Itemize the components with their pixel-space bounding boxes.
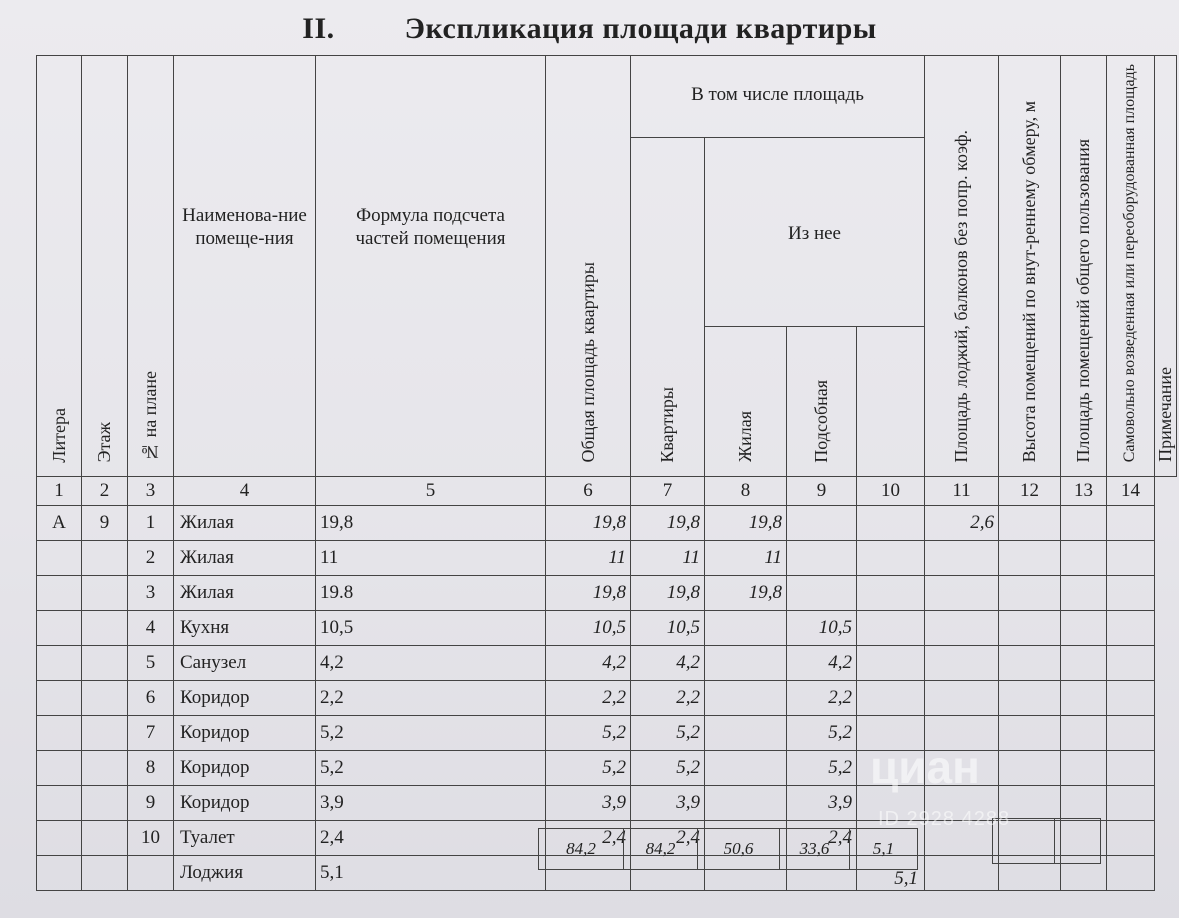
- room-name-cell: Коридор: [174, 751, 316, 786]
- formula-cell: 19,8: [316, 506, 546, 541]
- explication-table: [36, 55, 1177, 891]
- note-cell: [1107, 716, 1155, 751]
- height-cell: [925, 541, 999, 576]
- unauthorized-cell: [1061, 646, 1107, 681]
- apartment-area-cell: 4,2: [631, 646, 705, 681]
- note-cell: [1107, 786, 1155, 821]
- total-area-cell: 11: [546, 541, 631, 576]
- floor-cell: [82, 716, 128, 751]
- note-cell: [1107, 856, 1155, 891]
- plan-no-cell: 7: [128, 716, 174, 751]
- section-number: II.: [302, 12, 335, 45]
- plan-no-cell: 3: [128, 576, 174, 611]
- header-unauthorized: Самовольно возведенная или переоборудованная площадь: [1107, 56, 1155, 477]
- auxiliary-area-cell: [787, 541, 857, 576]
- living-area-cell: [705, 786, 787, 821]
- living-area-cell: 19,8: [705, 506, 787, 541]
- note-cell: [1107, 611, 1155, 646]
- apartment-area-cell: 2,2: [631, 681, 705, 716]
- room-name-cell: Жилая: [174, 576, 316, 611]
- header-plan-no: № на плане: [128, 56, 174, 477]
- apartment-area-cell: 5,2: [631, 751, 705, 786]
- note-cell: [1107, 646, 1155, 681]
- total-living-sum: 50,6: [698, 829, 780, 870]
- room-name-cell: Жилая: [174, 541, 316, 576]
- column-number-row: 1 2 3 4 5 6 7 8 9 10 11 12 13 14: [37, 477, 1177, 506]
- header-living: Жилая: [705, 327, 787, 477]
- loggia-area-cell: [857, 506, 925, 541]
- page-title: [0, 12, 1179, 46]
- room-name-cell: Коридор: [174, 716, 316, 751]
- total-area-cell: 3,9: [546, 786, 631, 821]
- common-area-cell: [999, 646, 1061, 681]
- litera-cell: [37, 541, 82, 576]
- formula-cell: 5,2: [316, 716, 546, 751]
- living-area-cell: 19,8: [705, 576, 787, 611]
- plan-no-cell: 2: [128, 541, 174, 576]
- auxiliary-area-cell: 10,5: [787, 611, 857, 646]
- loggia-area-cell: 5,1: [857, 856, 925, 891]
- header-room-name: Наименова-ние помеще-ния: [174, 56, 316, 477]
- height-cell: [925, 576, 999, 611]
- formula-cell: 2,2: [316, 681, 546, 716]
- loggia-area-cell: [857, 681, 925, 716]
- table-row: [37, 541, 1177, 576]
- note-cell: [1107, 751, 1155, 786]
- watermark-id: ID 2928 4288: [878, 808, 1011, 830]
- table-row: [37, 576, 1177, 611]
- apartment-area-cell: 19,8: [631, 506, 705, 541]
- height-cell: 2,6: [925, 506, 999, 541]
- total-apartment-sum: 84,2: [624, 829, 698, 870]
- total-area-cell: 5,2: [546, 751, 631, 786]
- header-including: В том числе площадь: [631, 56, 925, 138]
- total-area-cell: 2,2: [546, 681, 631, 716]
- common-area-cell: [999, 716, 1061, 751]
- unauthorized-cell: [1061, 576, 1107, 611]
- room-name-cell: Коридор: [174, 786, 316, 821]
- room-name-cell: Коридор: [174, 681, 316, 716]
- floor-cell: [82, 786, 128, 821]
- table-row: [37, 646, 1177, 681]
- litera-cell: А: [37, 506, 82, 541]
- auxiliary-area-cell: 5,2: [787, 716, 857, 751]
- unauthorized-cell: [1061, 506, 1107, 541]
- common-area-cell: [999, 541, 1061, 576]
- loggia-area-cell: [857, 646, 925, 681]
- apartment-area-cell: 19,8: [631, 576, 705, 611]
- title-text: Экспликация площади квартиры: [404, 12, 877, 45]
- floor-cell: 9: [82, 506, 128, 541]
- plan-no-cell: 1: [128, 506, 174, 541]
- living-area-cell: [705, 716, 787, 751]
- litera-cell: [37, 576, 82, 611]
- header-auxiliary: Подсобная: [787, 327, 857, 477]
- common-area-cell: [999, 506, 1061, 541]
- formula-cell: 19.8: [316, 576, 546, 611]
- common-area-cell: [999, 751, 1061, 786]
- formula-cell: 5,2: [316, 751, 546, 786]
- litera-cell: [37, 856, 82, 891]
- litera-cell: [37, 786, 82, 821]
- total-area-cell: 5,2: [546, 716, 631, 751]
- auxiliary-area-cell: [787, 506, 857, 541]
- loggia-area-cell: [857, 576, 925, 611]
- header-litera: Литера: [37, 56, 82, 477]
- floor-cell: [82, 611, 128, 646]
- unauthorized-cell: [1061, 786, 1107, 821]
- table-row: [37, 716, 1177, 751]
- height-cell: [925, 681, 999, 716]
- table-row: [37, 681, 1177, 716]
- unauthorized-cell: [1061, 541, 1107, 576]
- header-note: Примечание: [1155, 56, 1177, 477]
- unauthorized-cell: [1061, 611, 1107, 646]
- header-height: Высота помещений по внут-реннему обмеру, м: [999, 56, 1061, 477]
- apartment-area-cell: 5,2: [631, 716, 705, 751]
- header-formula: Формула подсчета частей помещения: [316, 56, 546, 477]
- auxiliary-area-cell: 4,2: [787, 646, 857, 681]
- litera-cell: [37, 751, 82, 786]
- litera-cell: [37, 681, 82, 716]
- height-cell: [925, 611, 999, 646]
- living-area-cell: 11: [705, 541, 787, 576]
- floor-cell: [82, 856, 128, 891]
- plan-no-cell: 8: [128, 751, 174, 786]
- apartment-area-cell: 10,5: [631, 611, 705, 646]
- floor-cell: [82, 646, 128, 681]
- living-area-cell: [705, 646, 787, 681]
- note-cell: [1107, 541, 1155, 576]
- plan-no-cell: 6: [128, 681, 174, 716]
- unauthorized-cell: [1061, 681, 1107, 716]
- litera-cell: [37, 716, 82, 751]
- litera-cell: [37, 611, 82, 646]
- total-auxiliary-sum: 33,6: [780, 829, 850, 870]
- common-area-cell: [999, 611, 1061, 646]
- note-cell: [1107, 506, 1155, 541]
- table-row: [37, 506, 1177, 541]
- living-area-cell: [705, 751, 787, 786]
- total-area-cell: 19,8: [546, 506, 631, 541]
- table-row: [37, 611, 1177, 646]
- height-cell: [925, 856, 999, 891]
- litera-cell: [37, 821, 82, 856]
- unauthorized-cell: [1061, 751, 1107, 786]
- plan-no-cell: [128, 856, 174, 891]
- loggia-area-cell: [857, 611, 925, 646]
- loggia-area-cell: [857, 541, 925, 576]
- note-cell: [1107, 681, 1155, 716]
- room-name-cell: Кухня: [174, 611, 316, 646]
- formula-cell: 5,1: [316, 856, 546, 891]
- room-name-cell: Туалет: [174, 821, 316, 856]
- litera-cell: [37, 646, 82, 681]
- room-name-cell: Жилая: [174, 506, 316, 541]
- common-area-cell: [999, 576, 1061, 611]
- formula-cell: 4,2: [316, 646, 546, 681]
- note-cell: [1107, 821, 1155, 856]
- apartment-area-cell: 11: [631, 541, 705, 576]
- common-area-cell: [999, 681, 1061, 716]
- total-area-sum: 84,2: [539, 829, 624, 870]
- plan-no-cell: 10: [128, 821, 174, 856]
- header-floor: Этаж: [82, 56, 128, 477]
- floor-cell: [82, 541, 128, 576]
- table-row: [37, 751, 1177, 786]
- formula-cell: 10,5: [316, 611, 546, 646]
- formula-cell: 2,4: [316, 821, 546, 856]
- auxiliary-area-cell: 2,2: [787, 681, 857, 716]
- room-name-cell: Санузел: [174, 646, 316, 681]
- living-area-cell: [705, 681, 787, 716]
- plan-no-cell: 5: [128, 646, 174, 681]
- auxiliary-area-cell: 3,9: [787, 786, 857, 821]
- living-area-cell: [705, 611, 787, 646]
- header-common-area: Площадь помещений общего пользования: [1061, 56, 1107, 477]
- total-area-cell: 2,4: [546, 821, 631, 856]
- note-cell: [1107, 576, 1155, 611]
- floor-cell: [82, 576, 128, 611]
- total-area-cell: 10,5: [546, 611, 631, 646]
- totals-row: [538, 828, 918, 870]
- plan-no-cell: 4: [128, 611, 174, 646]
- header-apartment: Квартиры: [631, 138, 705, 477]
- formula-cell: 11: [316, 541, 546, 576]
- floor-cell: [82, 821, 128, 856]
- unauthorized-cell: [1061, 716, 1107, 751]
- header-of-which: Из нее: [705, 138, 925, 327]
- apartment-area-cell: 3,9: [631, 786, 705, 821]
- auxiliary-area-cell: 5,2: [787, 751, 857, 786]
- header-total-area: Общая площадь квартиры: [546, 56, 631, 477]
- plan-no-cell: 9: [128, 786, 174, 821]
- auxiliary-area-cell: 2,4: [787, 821, 857, 856]
- floor-cell: [82, 681, 128, 716]
- floor-cell: [82, 751, 128, 786]
- room-name-cell: Лоджия: [174, 856, 316, 891]
- height-cell: [925, 646, 999, 681]
- apartment-area-cell: 2,4: [631, 821, 705, 856]
- header-loggias: Площадь лоджий, балконов без попр. коэф.: [925, 56, 999, 477]
- total-area-cell: 4,2: [546, 646, 631, 681]
- formula-cell: 3,9: [316, 786, 546, 821]
- watermark-logo: циан: [870, 741, 980, 793]
- auxiliary-area-cell: [787, 576, 857, 611]
- total-area-cell: 19,8: [546, 576, 631, 611]
- total-loggia-sum: 5,1: [850, 829, 918, 870]
